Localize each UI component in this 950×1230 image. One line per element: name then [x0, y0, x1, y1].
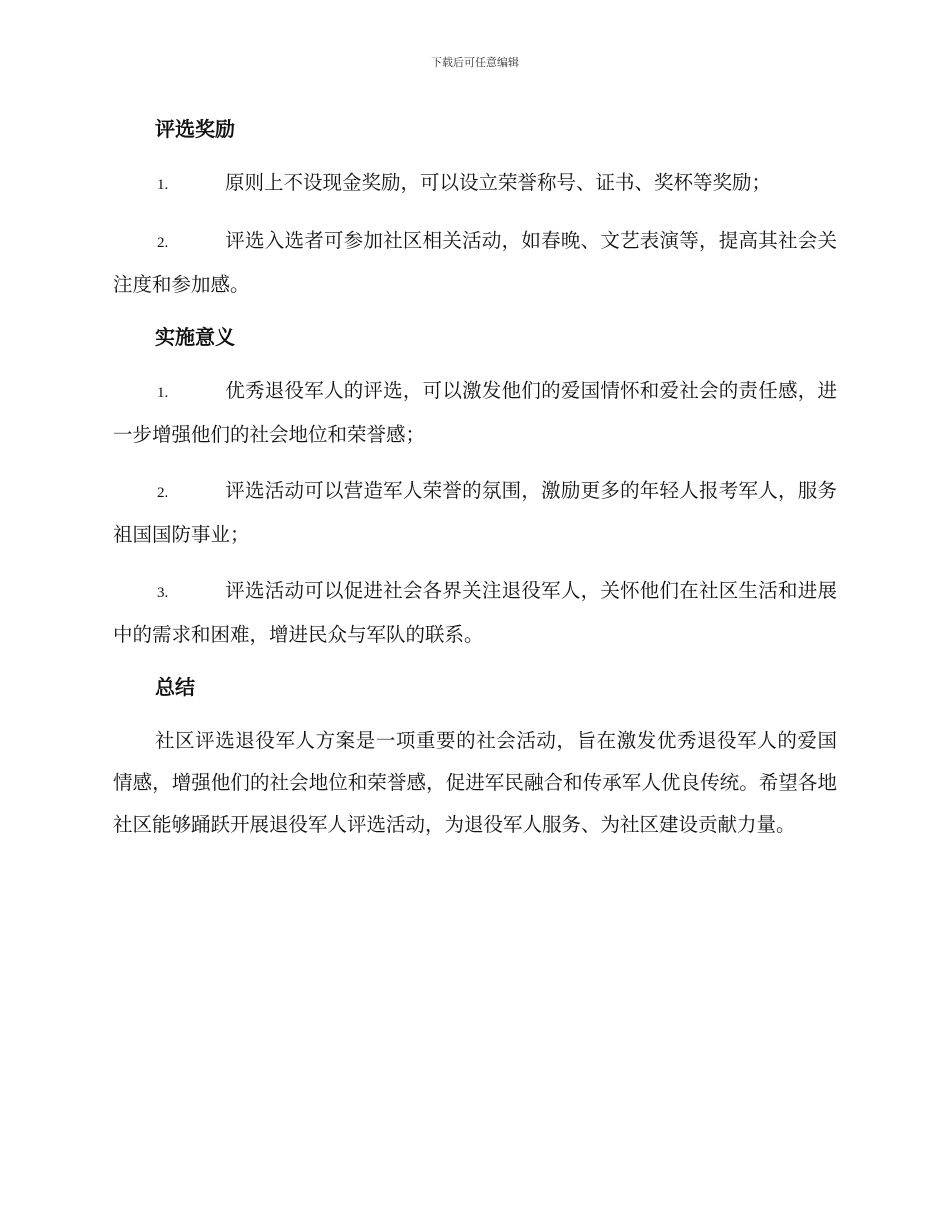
list-text: 评选活动可以营造军人荣誉的氛围，激励更多的年轻人报考军人，服务祖国国防事业； — [113, 479, 837, 546]
list-item — [113, 570, 837, 656]
list-text: 评选入选者可参加社区相关活动，如春晚、文艺表演等，提高其社会关注度和参加感。 — [113, 229, 837, 296]
list-item — [113, 220, 837, 306]
summary-paragraph: 社区评选退役军人方案是一项重要的社会活动，旨在激发优秀退役军人的爱国情感，增强他们的社会地位和荣誉感，促进军民融合和传承军人优良传统。希望各地社区能够踊跃开展退役军人评选活动，为退役军人服务、为社区建设贡献力量。 — [113, 729, 837, 836]
list-item — [113, 162, 837, 206]
page-header: 下载后可任意编辑 — [431, 56, 519, 69]
list-text: 优秀退役军人的评选，可以激发他们的爱国情怀和爱社会的责任感，进一步增强他们的社会地位和荣誉感； — [113, 379, 837, 446]
document-body — [113, 112, 837, 846]
list-number: 2. — [157, 485, 169, 501]
list-number: 1. — [157, 385, 169, 401]
section-heading-awards: 评选奖励 — [155, 117, 235, 141]
list-item — [113, 470, 837, 556]
list-number: 2. — [157, 235, 169, 251]
list-number: 1. — [157, 177, 169, 193]
section-heading-summary: 总结 — [155, 675, 195, 699]
list-number: 3. — [157, 585, 169, 601]
list-text: 原则上不设现金奖励，可以设立荣誉称号、证书、奖杯等奖励； — [225, 171, 772, 194]
list-text: 评选活动可以促进社会各界关注退役军人，关怀他们在社区生活和进展中的需求和困难，增进民众与军队的联系。 — [113, 579, 837, 646]
section-heading-significance: 实施意义 — [155, 325, 235, 349]
list-item — [113, 370, 837, 456]
